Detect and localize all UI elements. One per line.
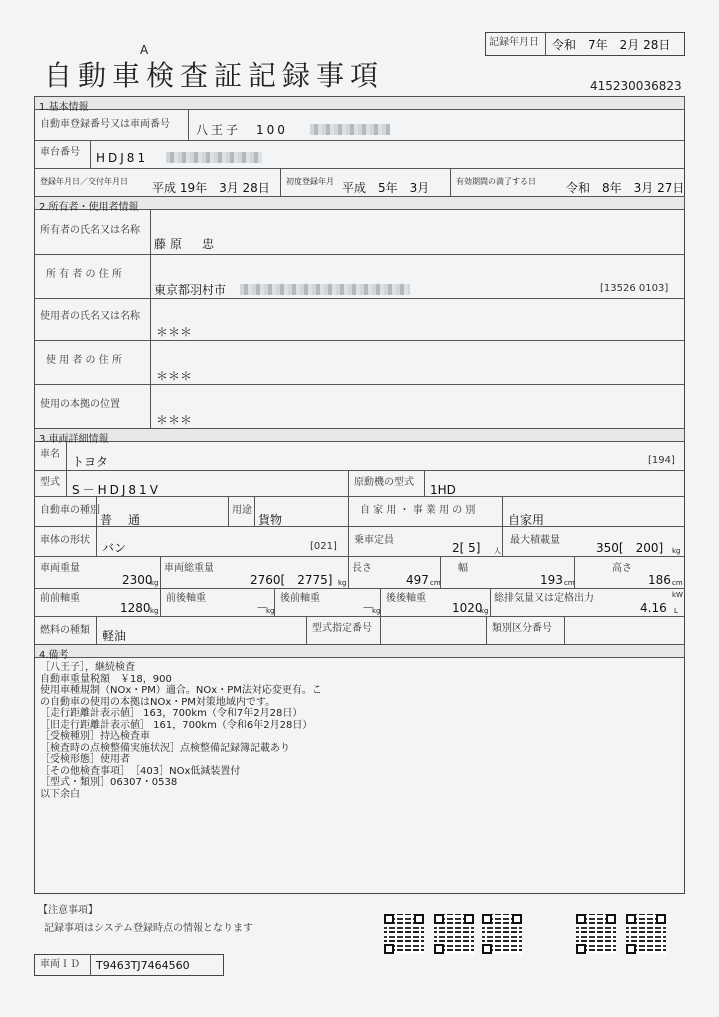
sheet-mark: A xyxy=(140,43,149,57)
owner-address-code: [13526 0103] xyxy=(600,283,669,294)
record-date-value: 令和 7年 2月 28日 xyxy=(552,38,671,52)
width-value: 193 xyxy=(540,573,563,587)
rear-front-axle-value: － xyxy=(362,601,375,615)
front-front-axle-label: 前前軸重 xyxy=(40,593,80,604)
capacity-value: 2[ 5] xyxy=(452,541,481,555)
rear-rear-axle-value: 1020 xyxy=(452,601,483,615)
section-basic-info: 1.基本情報 xyxy=(34,96,685,110)
redacted-chassis xyxy=(166,152,262,163)
weight-unit: kg xyxy=(150,579,159,587)
vehicle-kind-label: 自動車の種別 xyxy=(40,505,100,516)
redacted-registration xyxy=(310,124,390,135)
user-name-value: ＊＊＊ xyxy=(156,325,193,339)
private-business-label: 自 家 用 ・ 事 業 用 の 別 xyxy=(360,505,476,516)
width-unit: cm xyxy=(564,579,575,587)
user-address-label: 使 用 者 の 住 所 xyxy=(46,355,122,366)
displacement-value: 4.16 xyxy=(640,601,667,615)
user-address-value: ＊＊＊ xyxy=(156,369,193,383)
max-load-unit: kg xyxy=(672,547,681,555)
body-shape-label: 車体の形状 xyxy=(40,535,90,546)
fuel-type-value: 軽油 xyxy=(102,629,127,643)
front-rear-axle-label: 前後軸重 xyxy=(166,593,206,604)
qr-code-icon xyxy=(384,914,424,954)
front-rear-axle-value: － xyxy=(256,601,269,615)
car-name-value: トヨタ xyxy=(72,455,109,469)
chassis-number-label: 車台番号 xyxy=(40,147,80,158)
qr-code-icon xyxy=(576,914,616,954)
rear-rear-axle-label: 後後軸重 xyxy=(386,593,426,604)
section-remarks: 4.備考 xyxy=(34,644,685,658)
use-label: 用途 xyxy=(232,505,252,516)
displacement-unit-l: L xyxy=(674,607,678,615)
user-name-label: 使用者の氏名又は名称 xyxy=(40,311,140,322)
qr-code-icon xyxy=(434,914,474,954)
displacement-label: 総排気量又は定格出力 xyxy=(494,593,594,604)
remarks-line: 以下余白 xyxy=(40,788,80,800)
remarks-line: ［旧走行距離計表示値］ 161，700km（令和6年2月28日） xyxy=(40,719,313,731)
remarks-line: ［その他検査事項］ ［403］NOx低減装置付 xyxy=(40,765,241,777)
remarks-line: の自動車の使用の本拠はNOx・PM対策地域内です。 xyxy=(40,696,276,708)
remarks-line: ［走行距離計表示値］ 163，700km（令和7年2月28日） xyxy=(40,708,303,719)
vehicle-kind-value: 普 通 xyxy=(100,513,143,527)
remarks-line: 自動車重量税額 ￥18，900 xyxy=(40,673,172,685)
private-business-value: 自家用 xyxy=(508,513,545,527)
fuel-type-label: 燃料の種類 xyxy=(40,625,90,636)
body-shape-code: [021] xyxy=(310,541,337,552)
width-label: 幅 xyxy=(458,563,468,574)
qr-code-icon xyxy=(482,914,522,954)
registration-number-label: 自動車登録番号又は車両番号 xyxy=(40,119,170,130)
expiry-date-label: 有効期間の満了する日 xyxy=(456,177,536,186)
max-load-value: 350[ 200] xyxy=(596,541,664,555)
length-unit: cm xyxy=(430,579,441,587)
page-title: 自動車検査証記録事項 xyxy=(44,59,385,92)
gross-weight-value: 2760[ 2775] xyxy=(250,573,333,587)
rear-rear-axle-unit: kg xyxy=(480,607,489,615)
use-value: 貨物 xyxy=(258,513,283,527)
record-date-label: 記録年月日 xyxy=(489,37,539,48)
front-rear-axle-unit: kg xyxy=(266,607,275,615)
model-value: S－HDJ81V xyxy=(72,483,161,497)
class-number-label: 類別区分番号 xyxy=(492,623,552,634)
length-label: 長さ xyxy=(352,563,372,574)
weight-value: 2300 xyxy=(122,573,153,587)
rear-front-axle-unit: kg xyxy=(372,607,381,615)
weight-label: 車両重量 xyxy=(40,563,80,574)
remarks-line: ［受検種別］持込検査車 xyxy=(40,731,150,742)
owner-address-value: 東京都羽村市 xyxy=(154,283,227,297)
remarks-line: ［型式・類別］06307・0538 xyxy=(40,777,178,788)
registration-number-value: 八王子 100 xyxy=(196,123,288,137)
redacted-owner-address xyxy=(240,284,410,295)
type-designation-label: 型式指定番号 xyxy=(312,623,372,634)
notes-title: 【注意事項】 xyxy=(38,905,98,916)
height-value: 186 xyxy=(648,573,671,587)
capacity-unit: 人 xyxy=(494,547,501,555)
car-name-label: 車名 xyxy=(40,449,60,460)
vehicle-id-label: 車両ＩＤ xyxy=(40,959,80,970)
base-location-label: 使用の本拠の位置 xyxy=(40,399,120,410)
capacity-label: 乗車定員 xyxy=(354,535,394,546)
section-vehicle-details: 3.車両詳細情報 xyxy=(34,428,685,442)
base-location-value: ＊＊＊ xyxy=(156,413,193,427)
first-registration-label: 初度登録年月 xyxy=(286,177,334,186)
registration-date-value: 平成 19年 3月 28日 xyxy=(152,181,270,195)
remarks-line: ［受検形態］使用者 xyxy=(40,754,130,765)
owner-name-value: 藤原 忠 xyxy=(154,237,219,251)
section-owner-info: 2.所有者・使用者情報 xyxy=(34,196,685,210)
remarks-line: ［検査時の点検整備実施状況］点検整備記録簿記載あり xyxy=(40,742,290,754)
body-shape-value: バン xyxy=(102,541,127,555)
remarks-line: 使用車種規制（NOx・PM）適合。NOx・PM法対応変更有。こ xyxy=(40,685,322,696)
front-front-axle-unit: kg xyxy=(150,607,159,615)
first-registration-value: 平成 5年 3月 xyxy=(342,181,430,195)
height-label: 高さ xyxy=(612,563,632,574)
qr-code-icon xyxy=(626,914,666,954)
displacement-unit-kw: kW xyxy=(672,591,683,599)
expiry-date-value: 令和 8年 3月 27日 xyxy=(566,181,685,195)
car-name-code: [194] xyxy=(648,455,675,466)
remarks-list xyxy=(40,662,322,800)
model-label: 型式 xyxy=(40,477,60,488)
document-number: 415230036823 xyxy=(590,79,682,93)
registration-date-label: 登録年月日／交付年月日 xyxy=(40,177,128,186)
rear-front-axle-label: 後前軸重 xyxy=(280,593,320,604)
gross-weight-unit: kg xyxy=(338,579,347,587)
remarks-line: ［八王子］，継続検査 xyxy=(40,662,135,673)
notes-text: 記録事項はシステム登録時点の情報となります xyxy=(44,923,253,934)
chassis-number-value: HDJ81 xyxy=(96,151,149,165)
owner-address-label: 所 有 者 の 住 所 xyxy=(46,269,122,280)
owner-name-label: 所有者の氏名又は名称 xyxy=(40,225,140,236)
front-front-axle-value: 1280 xyxy=(120,601,151,615)
vehicle-id-value: T9463TJ7464560 xyxy=(96,959,190,972)
length-value: 497 xyxy=(406,573,429,587)
max-load-label: 最大積載量 xyxy=(510,535,560,546)
gross-weight-label: 車両総重量 xyxy=(164,563,214,574)
height-unit: cm xyxy=(672,579,683,587)
engine-model-value: 1HD xyxy=(430,483,456,497)
engine-model-label: 原動機の型式 xyxy=(354,477,414,488)
